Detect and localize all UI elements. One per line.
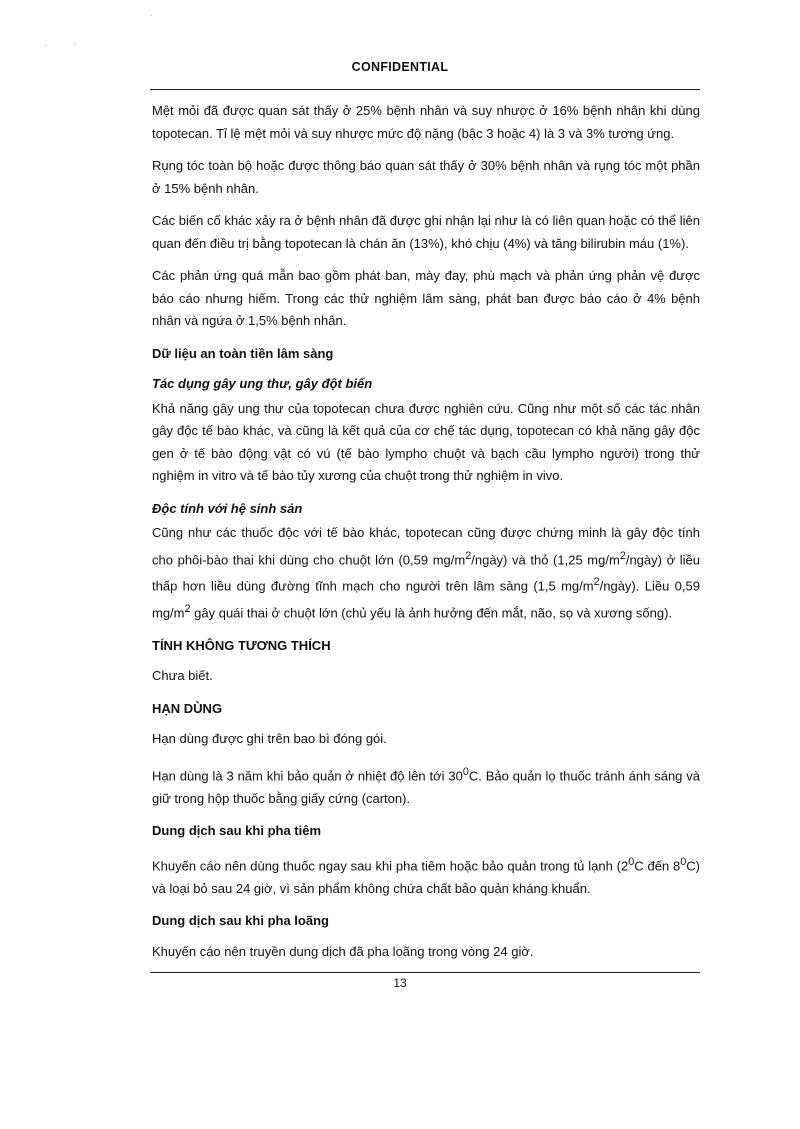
superscript: 2 (184, 603, 191, 616)
footer-divider (150, 972, 700, 973)
text-run: /ngày) và thỏ (1,25 mg/m (471, 551, 620, 567)
text-run: Khuyến cáo nên dùng thuốc ngay sau khi pha tiêm hoặc bảo quản trong tủ lạnh (2 (152, 858, 629, 874)
text-run: Hạn dùng là 3 năm khi bảo quản ở nhiệt độ lên tới 30 (152, 768, 463, 784)
heading-carcinogenicity: Tác dụng gây ung thư, gây đột biến (152, 376, 373, 391)
text-run: gây quái thai ở chuột lớn (chủ yếu là ảnh hưởng đến mắt, não, sọ và xương sống). (190, 605, 673, 621)
text-run: C đến 8 (634, 858, 681, 874)
text-run: C) và loại bỏ sau 24 giờ, vì sản phẩm không chứa chất bảo quản kháng khuẩn. (152, 858, 700, 896)
superscript: 2 (593, 576, 600, 589)
heading-preclinical-safety: Dữ liệu an toàn tiền lâm sàng (152, 345, 334, 361)
superscript: 2 (465, 549, 472, 562)
superscript: 0 (680, 855, 687, 868)
superscript: 2 (619, 549, 626, 562)
paragraph-alopecia: Rụng tóc toàn bộ hoặc được thông báo quan sát thấy ở 30% bệnh nhân và rụng tóc một phần ở 15% bệnh nhân. (152, 158, 700, 196)
superscript: 0 (462, 765, 469, 778)
text-run: Cũng như các thuốc độc với tế bào khác, topotecan cũng được chứng minh là gây độc tính cho phôi-bào thai khi dùng cho chuột lớn (0,59 mg/m (152, 525, 700, 567)
heading-incompatibilities: TÍNH KHÔNG TƯƠNG THÍCH (152, 637, 331, 653)
heading-reproductive-toxicity: Độc tính với hệ sinh sản (152, 500, 303, 516)
text-run: /ngày). Liều 0,59 mg/m (152, 578, 700, 621)
page-number: 13 (393, 976, 407, 990)
paragraph-fatigue: Mệt mỏi đã được quan sát thấy ở 25% bệnh nhân và suy nhược ở 16% bệnh nhân khi dùng topotecan. Tỉ lệ mệt mỏi và suy nhược mức độ nặng (bậc 3 hoặc 4) là 3 và 3% tương ứng. (152, 103, 700, 141)
text-run: C. Bảo quản lọ thuốc tránh ánh sáng và giữ trong hộp thuốc bằng giấy cứng (carton). (152, 768, 700, 806)
paragraph-shelf-life-label: Hạn dùng được ghi trên bao bì đóng gói. (152, 731, 387, 747)
document-body (152, 100, 700, 963)
paragraph-carcinogenicity: Khả năng gây ung thư của topotecan chưa được nghiên cứu. Cũng như một số các tác nhân gây độc tế bào khác, và cũng là kết quả của cơ chế tác dụng, topotecan có khả năng gây độc gen ở tế bào động vật có vú (tế bào lympho chuột và bạch cầu lympho người) trong thử nghiệm in vitro và tế bào tủy xương của chuột trong thử nghiệm in vivo. (152, 400, 700, 483)
paragraph-shelf-life-storage (152, 761, 700, 810)
heading-shelf-life: HẠN DÙNG (152, 700, 223, 716)
paragraph-reconstituted-solution (152, 851, 700, 900)
scan-speck: ’ (74, 42, 76, 52)
scan-speck: ․ (150, 8, 154, 18)
superscript: 0 (628, 855, 635, 868)
paragraph-other-events: Các biến cố khác xảy ra ở bệnh nhân đã được ghi nhận lại như là có liên quan hoặc có thể liên quan đến điều trị bằng topotecan là chán ăn (13%), khó chịu (4%) và tăng bilirubin máu (1%). (152, 213, 700, 251)
heading-diluted-solution: Dung dịch sau khi pha loãng (152, 913, 329, 929)
heading-reconstituted-solution: Dung dịch sau khi pha tiêm (152, 823, 322, 839)
paragraph-reproductive-toxicity (152, 522, 700, 625)
paragraph-hypersensitivity: Các phản ứng quá mẫn bao gồm phát ban, mày đay, phù mạch và phản ứng phản vệ được báo cáo nhưng hiếm. Trong các thử nghiệm lâm sàng, phát ban được báo cáo ở 4% bệnh nhân và ngứa ở 1,5% bệnh nhân. (152, 268, 700, 328)
paragraph-diluted-solution: Khuyến cáo nên truyền dung dịch đã pha loãng trong vòng 24 giờ. (152, 943, 534, 959)
paragraph-incompatibilities: Chưa biết. (152, 668, 213, 684)
scan-speck: ․ (44, 38, 48, 48)
header-title: CONFIDENTIAL (351, 60, 449, 74)
header-divider (150, 89, 700, 90)
text-run: /ngày) ở liều thấp hơn liều dùng đường tĩnh mạch cho người trên lâm sàng (1,5 mg/m (152, 551, 700, 594)
